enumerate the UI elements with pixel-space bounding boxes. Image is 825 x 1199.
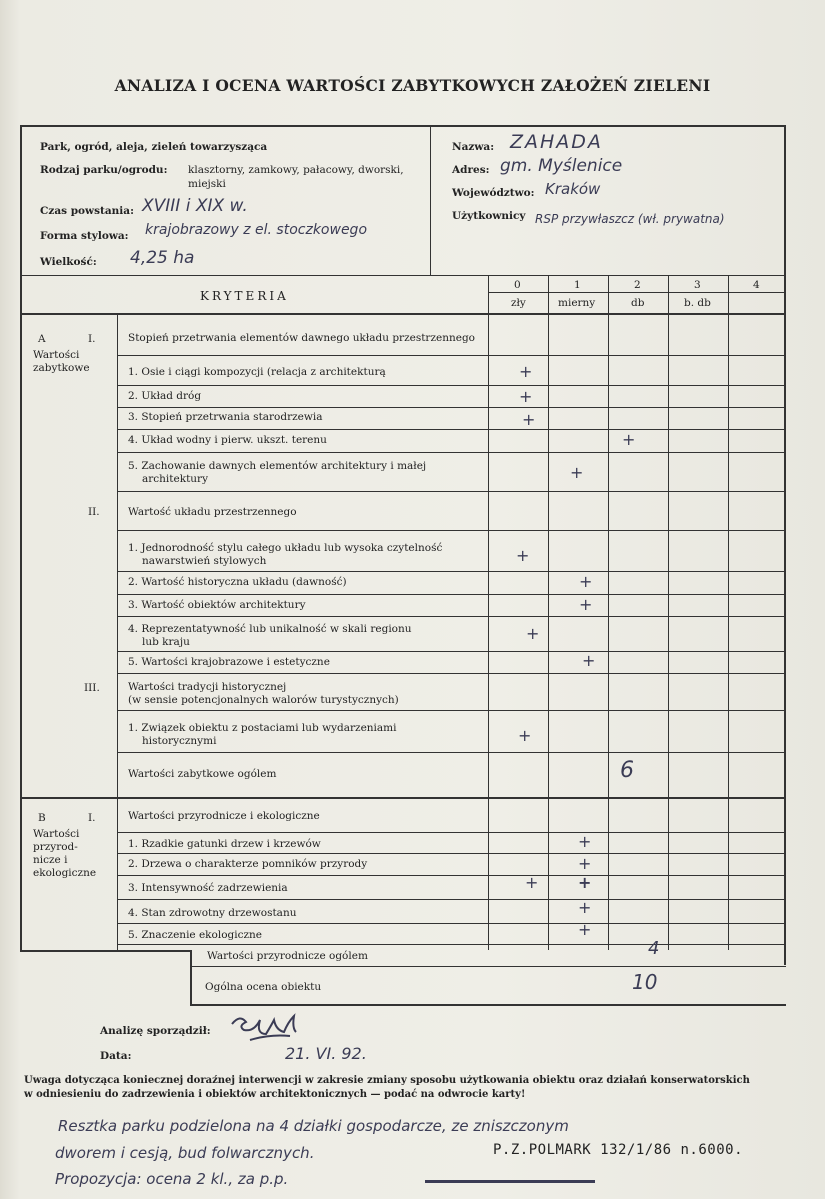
criterion-row: 5. Zachowanie dawnych elementów architektury i małej bbox=[128, 460, 427, 472]
header-divider bbox=[430, 125, 431, 275]
score-name-3: b. db bbox=[684, 297, 711, 309]
note-line-1: Uwaga dotycząca koniecznej doraźnej interwencji w zakresie zmiany sposobu użytkowania obiektu oraz działań konserwatorskich bbox=[24, 1075, 750, 1086]
criterion-row: 5. Znaczenie ekologiczne bbox=[128, 929, 263, 941]
frame-top bbox=[20, 125, 785, 127]
sectionA-title-1: Wartości bbox=[33, 349, 80, 361]
score-header-divider bbox=[488, 292, 785, 293]
row-line bbox=[117, 355, 785, 356]
note-line-2: w odniesieniu do zadrzewienia i obiektów architektonicznych — podać na odwrocie karty! bbox=[24, 1089, 526, 1100]
score-name-2: db bbox=[631, 297, 645, 309]
row-line bbox=[117, 530, 785, 531]
size-value: 4,25 ha bbox=[130, 248, 195, 268]
criterion-row: 4. Stan zdrowotny drzewostanu bbox=[128, 907, 297, 919]
users-value: RSP przywłaszcz (wł. prywatna) bbox=[535, 212, 725, 226]
park-type-label: Park, ogród, aleja, zieleń towarzysząca bbox=[40, 141, 268, 153]
score-mark: + bbox=[526, 624, 540, 643]
overall-value: 10 bbox=[632, 970, 658, 994]
col-line-2 bbox=[608, 275, 609, 950]
kind-label: Rodzaj parku/ogrodu: bbox=[40, 164, 168, 176]
time-label: Czas powstania: bbox=[40, 205, 134, 217]
criterion-row-cont: architektury bbox=[142, 473, 209, 485]
criterion-row: 2. Wartość historyczna układu (dawność) bbox=[128, 576, 347, 588]
criterion-row-cont: historycznymi bbox=[142, 735, 217, 747]
row-line bbox=[117, 832, 785, 833]
group-III-title: Wartości tradycji historycznej bbox=[128, 681, 287, 693]
sectionA-total-value: 6 bbox=[620, 758, 634, 783]
score-mark: + bbox=[578, 898, 592, 917]
criteria-header-bottom bbox=[20, 313, 785, 315]
score-name-1: mierny bbox=[558, 297, 596, 309]
criterion-row: 3. Wartość obiektów architektury bbox=[128, 599, 306, 611]
row-line bbox=[117, 407, 785, 408]
criterion-row: 4. Reprezentatywność lub unikalność w skali regionu bbox=[128, 623, 412, 635]
sectionB-title-4: ekologiczne bbox=[33, 867, 97, 879]
sectionB-roman-I: I. bbox=[88, 812, 96, 824]
row-line bbox=[117, 594, 785, 595]
row-line bbox=[117, 571, 785, 572]
score-0: 0 bbox=[514, 279, 521, 291]
sectionB-total-label: Wartości przyrodnicze ogólem bbox=[207, 950, 368, 962]
sectionB-left-divider bbox=[117, 798, 118, 950]
criterion-row: 1. Rzadkie gatunki drzew i krzewów bbox=[128, 838, 321, 850]
score-mark: + bbox=[518, 726, 532, 745]
row-line bbox=[117, 616, 785, 617]
criterion-row-cont: lub kraju bbox=[142, 636, 190, 648]
strikeout-scribble bbox=[425, 1180, 595, 1183]
score-mark: + bbox=[578, 920, 592, 939]
score-mark: + bbox=[525, 873, 539, 892]
col-line-1 bbox=[548, 275, 549, 950]
sectionB-title-2: przyrod- bbox=[33, 841, 78, 853]
score-1: 1 bbox=[574, 279, 581, 291]
row-line bbox=[117, 853, 785, 854]
time-value: XVIII i XIX w. bbox=[142, 196, 248, 216]
frame-left bbox=[20, 125, 22, 950]
row-line bbox=[117, 944, 785, 945]
address-value: gm. Myślenice bbox=[500, 156, 623, 176]
row-line bbox=[117, 673, 785, 674]
printer-code: P.Z.POLMARK 132/1/86 n.6000. bbox=[493, 1142, 744, 1158]
score-mark: + bbox=[570, 463, 584, 482]
frame-bottom bbox=[190, 1004, 786, 1006]
row-line bbox=[117, 385, 785, 386]
address-label: Adres: bbox=[452, 164, 490, 176]
sectionB-title-3: nicze i bbox=[33, 854, 68, 866]
frame-step-vertical bbox=[190, 950, 192, 1005]
group-I-title: Stopień przetrwania elementów dawnego układu przestrzennego bbox=[128, 332, 475, 344]
score-mark: + bbox=[622, 430, 636, 449]
sectionB-total-value: 4 bbox=[648, 938, 660, 959]
row-line bbox=[117, 875, 785, 876]
size-label: Wielkość: bbox=[40, 256, 97, 268]
row-line bbox=[117, 710, 785, 711]
score-name-0: zły bbox=[511, 297, 526, 309]
form-title: ANALIZA I OCENA WARTOŚCI ZABYTKOWYCH ZAŁOŻEŃ ZIELENI bbox=[114, 76, 711, 95]
criterion-row: 5. Wartości krajobrazowe i estetyczne bbox=[128, 656, 330, 668]
group-III-subtitle: (w sensie potencjonalnych walorów turystycznych) bbox=[128, 694, 399, 706]
score-mark: + bbox=[519, 362, 533, 381]
score-mark: + bbox=[519, 387, 533, 406]
criterion-row: 2. Drzewa o charakterze pomników przyrody bbox=[128, 858, 368, 870]
voivodeship-label: Województwo: bbox=[452, 187, 535, 199]
row-line bbox=[117, 651, 785, 652]
score-mark: + bbox=[579, 595, 593, 614]
handwritten-note-3: Propozycja: ocena 2 kl., za p.p. bbox=[55, 1170, 289, 1188]
date-value: 21. VI. 92. bbox=[285, 1044, 367, 1063]
sectionA-roman-I: I. bbox=[88, 333, 96, 345]
sectionA-total-label: Wartości zabytkowe ogólem bbox=[128, 768, 277, 780]
row-line bbox=[190, 966, 786, 967]
sectionA-roman-II: II. bbox=[88, 506, 100, 518]
row-line bbox=[117, 923, 785, 924]
score-3: 3 bbox=[694, 279, 701, 291]
row-line bbox=[117, 452, 785, 453]
score-mark: + bbox=[578, 873, 592, 892]
col-line-3 bbox=[668, 275, 669, 950]
frame-right bbox=[784, 125, 786, 965]
sectionA-letter: A bbox=[38, 333, 46, 345]
sectionB-title-1: Wartości bbox=[33, 828, 80, 840]
row-line bbox=[117, 899, 785, 900]
criterion-row: 1. Jednorodność stylu całego układu lub wysoka czytelność bbox=[128, 542, 443, 554]
score-mark: + bbox=[582, 651, 596, 670]
handwritten-note-1: Resztka parku podzielona na 4 działki gospodarcze, ze zniszczonym bbox=[58, 1117, 569, 1135]
score-2: 2 bbox=[634, 279, 641, 291]
handwritten-note-2: dworem i cesją, bud folwarcznych. bbox=[55, 1144, 315, 1162]
col-line-4 bbox=[728, 275, 729, 950]
criterion-row: 3. Intensywność zadrzewienia bbox=[128, 882, 288, 894]
criterion-row: 4. Układ wodny i pierw. ukszt. terenu bbox=[128, 434, 327, 446]
criterion-row: 3. Stopień przetrwania starodrzewia bbox=[128, 411, 323, 423]
score-mark: + bbox=[579, 572, 593, 591]
sectionA-roman-III: III. bbox=[84, 682, 100, 694]
criterion-row: 1. Osie i ciągi kompozycji (relacja z architekturą bbox=[128, 366, 386, 378]
header-bottom bbox=[20, 275, 785, 276]
criterion-row-cont: nawarstwień stylowych bbox=[142, 555, 267, 567]
section-divider bbox=[20, 797, 785, 799]
frame-bottom-left bbox=[20, 950, 190, 952]
score-mark: + bbox=[578, 832, 592, 851]
style-value: krajobrazowy z el. stoczkowego bbox=[145, 222, 368, 238]
kind-options: klasztorny, zamkowy, pałacowy, dworski, bbox=[188, 164, 404, 176]
row-line bbox=[117, 429, 785, 430]
sectionA-title-2: zabytkowe bbox=[33, 362, 90, 374]
criterion-row: 2. Układ dróg bbox=[128, 390, 202, 402]
date-label: Data: bbox=[100, 1050, 132, 1062]
criterion-row: 1. Związek obiektu z postaciami lub wydarzeniami bbox=[128, 722, 397, 734]
name-value: ZAHADA bbox=[510, 131, 603, 153]
group-II-title: Wartość układu przestrzennego bbox=[128, 506, 297, 518]
criteria-label: KRYTERIA bbox=[200, 289, 289, 303]
row-line bbox=[117, 752, 785, 753]
sectionB-group-title: Wartości przyrodnicze i ekologiczne bbox=[128, 810, 320, 822]
score-4: 4 bbox=[753, 279, 760, 291]
users-label: Użytkownicy bbox=[452, 210, 526, 222]
score-mark: + bbox=[516, 546, 530, 565]
name-label: Nazwa: bbox=[452, 141, 495, 153]
col-line-0 bbox=[488, 275, 489, 950]
sectionB-letter: B bbox=[38, 812, 46, 824]
voivodeship-value: Kraków bbox=[545, 180, 601, 198]
score-mark: + bbox=[522, 410, 536, 429]
author-label: Analizę sporządził: bbox=[100, 1025, 211, 1037]
style-label: Forma stylowa: bbox=[40, 230, 129, 242]
overall-label: Ogólna ocena obiektu bbox=[205, 981, 322, 993]
row-line bbox=[117, 491, 785, 492]
score-mark: + bbox=[578, 854, 592, 873]
kind-options-2: miejski bbox=[188, 178, 226, 190]
